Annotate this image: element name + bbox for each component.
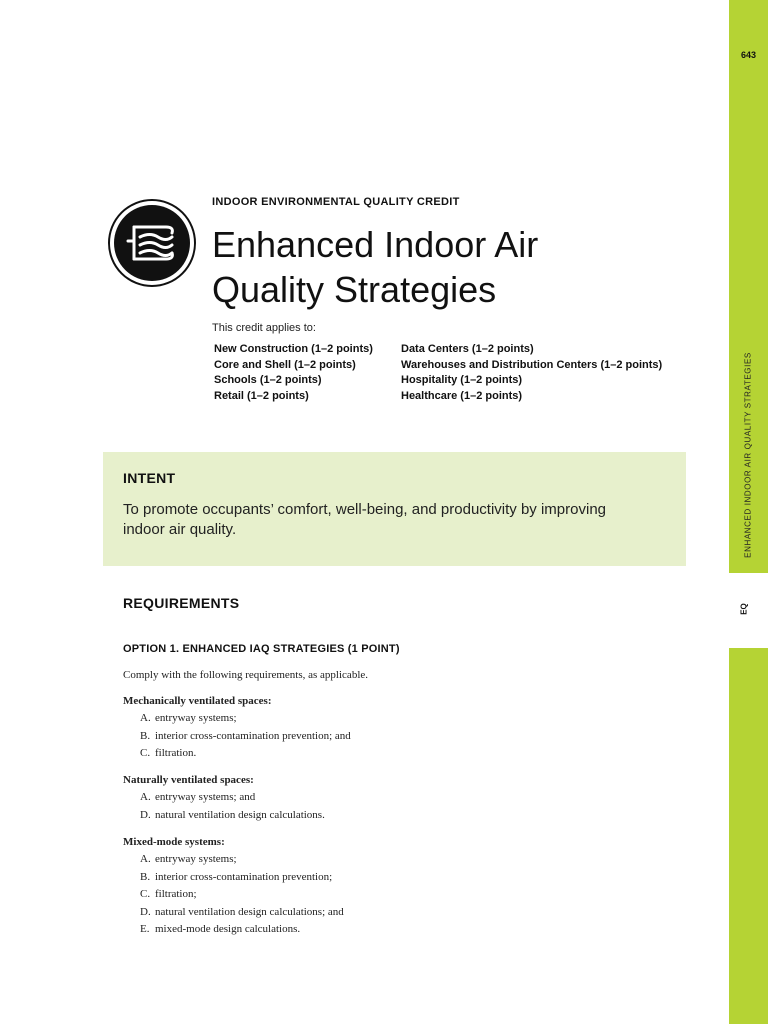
group-title: Mechanically ventilated spaces: [123,695,272,707]
item-letter: C. [140,888,151,901]
item-letter: A. [140,853,151,865]
applies-list-left [214,342,373,404]
list-item [123,921,344,939]
applies-item: Data Centers (1–2 points) [401,343,534,355]
applies-item: Healthcare (1–2 points) [401,389,523,402]
applies-item: Warehouses and Distribution Centers (1–2 points) [401,358,663,371]
title-line-2: Quality Strategies [212,269,497,310]
comply-text: Comply with the following requirements, as applicable. [123,669,369,681]
option-heading: OPTION 1. ENHANCED IAQ STRATEGIES (1 POINT) [123,643,400,655]
page-number: 643 [740,50,757,60]
list-item [123,745,351,763]
list-item [123,710,351,728]
list-item [123,886,344,904]
group-title: Mixed-mode systems: [123,836,225,848]
applies-item: Core and Shell (1–2 points) [214,358,356,371]
intent-heading: INTENT [123,470,176,486]
item-text: filtration. [155,747,197,760]
list-item [123,807,325,825]
item-text: mixed-mode design calculations. [155,923,301,936]
item-letter: A. [140,791,151,803]
title-line-1: Enhanced Indoor Air [212,224,539,265]
list-item [123,904,344,922]
applies-label: This credit applies to: [212,322,316,334]
item-text: natural ventilation design calculations. [155,808,325,821]
item-text: natural ventilation design calculations; and [155,905,344,918]
intent-text: To promote occupants’ comfort, well-being, and productivity by improving indoor air quality. [123,501,607,538]
sidebar-band-bottom [729,648,768,1024]
applies-item: Retail (1–2 points) [214,389,309,402]
applies-list-right [401,342,662,404]
requirement-group-natural [123,771,325,824]
item-letter: E. [140,923,150,936]
eq-category-icon [108,199,196,287]
item-text: entryway systems; [155,712,237,724]
item-letter: C. [140,747,151,760]
requirement-group-mechanical [123,692,351,763]
intent-box [103,452,686,566]
group-title: Naturally ventilated spaces: [123,774,254,786]
page-title [212,222,692,312]
requirements-heading: REQUIREMENTS [123,595,240,611]
applies-item: Schools (1–2 points) [214,374,322,386]
eq-symbol-icon [110,201,194,285]
list-item [123,728,351,746]
sidebar-gap [729,573,768,648]
item-letter: B. [140,729,151,742]
sidebar-category-code: EQ [739,603,749,615]
item-text: entryway systems; [155,853,237,865]
item-text: interior cross-contamination prevention; [155,870,333,883]
requirement-group-mixed-mode [123,833,344,939]
item-text: filtration; [155,888,197,901]
applies-item: Hospitality (1–2 points) [401,374,523,386]
applies-item: New Construction (1–2 points) [214,343,373,355]
item-letter: A. [140,712,151,724]
list-item [123,869,344,887]
item-letter: D. [140,808,151,821]
list-item [123,789,325,807]
item-text: interior cross-contamination prevention; and [155,729,351,742]
item-letter: D. [140,905,151,918]
sidebar-section-title: ENHANCED INDOOR AIR QUALITY STRATEGIES [743,352,753,558]
item-text: entryway systems; and [155,791,256,803]
credit-category: INDOOR ENVIRONMENTAL QUALITY CREDIT [212,196,460,208]
item-letter: B. [140,870,151,883]
list-item [123,851,344,869]
